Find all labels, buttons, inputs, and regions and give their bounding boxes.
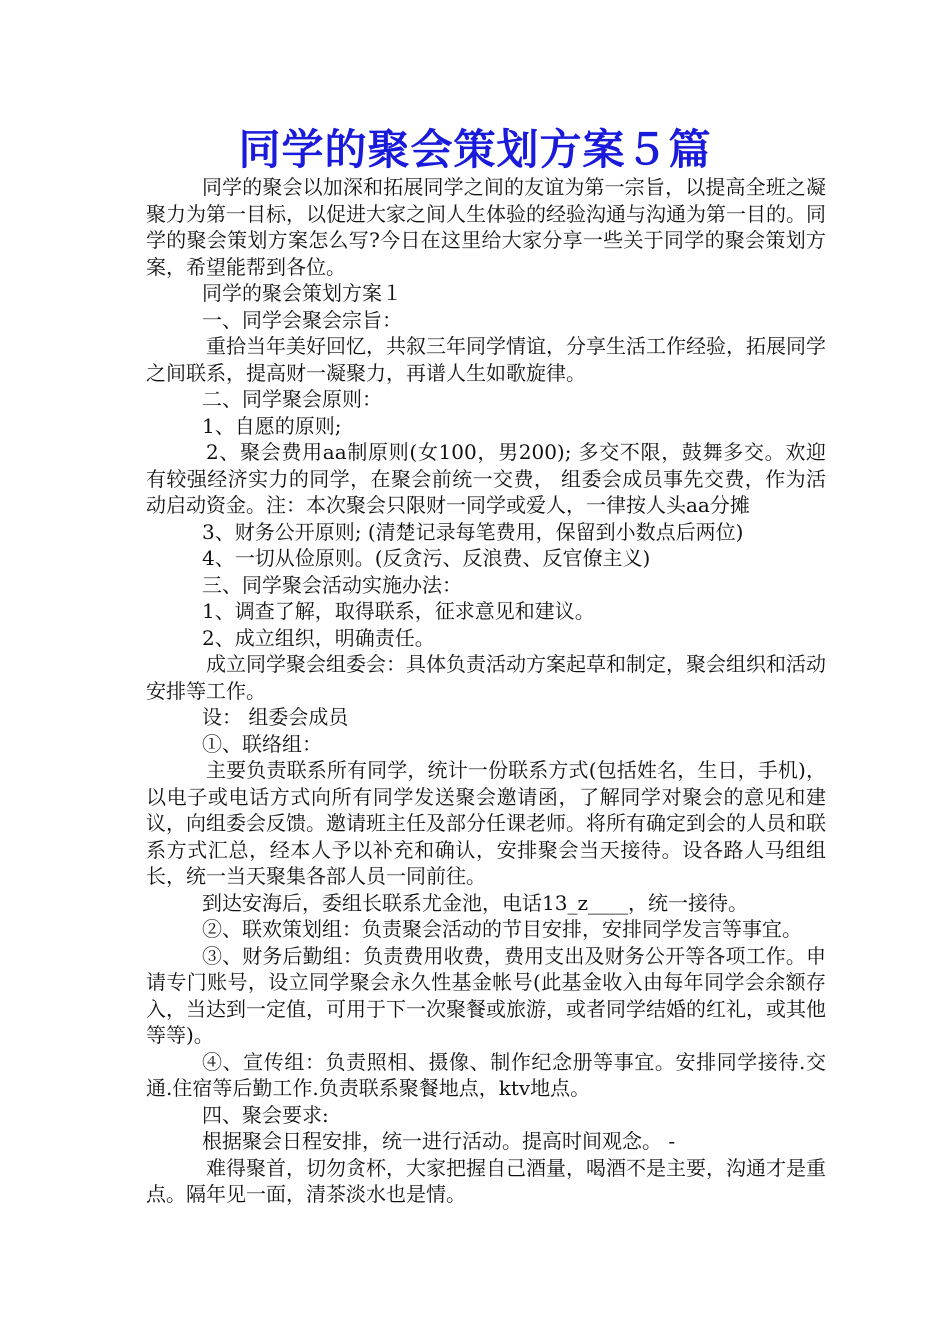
paragraph: 同学的聚会以加深和拓展同学之间的友谊为第一宗旨，以提高全班之凝聚力为第一目标，以促进大家之间人生体验的经验沟通与沟通为第一目的。同学的聚会策划方案怎么写?今日在这里给大家分享一些关于同学的聚会策划方案，希望能帮到各位。 bbox=[146, 175, 826, 279]
paragraph: 成立同学聚会组委会：具体负责活动方案起草和制定，聚会组织和活动安排等工作。 bbox=[146, 652, 826, 703]
list-item: 1、自愿的原则; bbox=[202, 413, 342, 438]
list-item: 1、调查了解，取得联系，征求意见和建议。 bbox=[202, 599, 595, 623]
paragraph: ②、联欢策划组：负责聚会活动的节目安排，安排同学发言等事宜。 bbox=[202, 917, 802, 941]
paragraph: 根据聚会日程安排，统一进行活动。提高时间观念。 - bbox=[202, 1129, 676, 1153]
paragraph: ③、财务后勤组：负责费用收费，费用支出及财务公开等各项工作。申请专门账号，设立同学聚会永久性基金帐号(此基金收入由每年同学会余额存入，当达到一定值，可用于下一次聚餐或旅游，或者同学结婚的红礼，或其他等等)。 bbox=[146, 943, 826, 1047]
paragraph: ④、宣传组：负责照相、摄像、制作纪念册等事宜。安排同学接待.交通.住宿等后勤工作.负责联系聚餐地点，ktv地点。 bbox=[146, 1049, 826, 1100]
list-item: 3、财务公开原则; (清楚记录每笔费用，保留到小数点后两位) bbox=[202, 519, 744, 544]
subsection-heading: ①、联络组： bbox=[202, 731, 322, 756]
section-heading: 四、聚会要求: bbox=[202, 1102, 329, 1127]
list-item: 4、一切从俭原则。(反贪污、反浪费、反官僚主义) bbox=[202, 546, 651, 570]
document-body bbox=[146, 174, 826, 1208]
section-heading: 二、同学聚会原则： bbox=[202, 387, 382, 411]
paragraph: 主要负责联系所有同学，统计一份联系方式(包括姓名，生日，手机)，以电子或电话方式向所有同学发送聚会邀请函，了解同学对聚会的意见和建议，向组委会反馈。邀请班主任及部分任课老师。将所有确定到会的人员和联系方式汇总，经本人予以补充和确认，安排聚会当天接待。设各路人马组组长，统一当天聚集各部人员一同前往。 bbox=[146, 758, 826, 888]
paragraph: 重拾当年美好回忆，共叙三年同学情谊，分享生活工作经验，拓展同学之间联系，提高财一凝聚力，再谱人生如歌旋律。 bbox=[146, 334, 826, 385]
list-item: 2、成立组织，明确责任。 bbox=[202, 625, 435, 650]
list-item: 2、聚会费用aa制原则(女100，男200); 多交不限，鼓舞多交。欢迎有较强经济实力的同学，在聚会前统一交费， 组委会成员事先交费，作为活动启动资金。注：本次聚会只限财一同学或爱人，一律按人头aa分摊 bbox=[146, 440, 826, 517]
paragraph: 设： 组委会成员 bbox=[202, 705, 349, 729]
section-heading: 一、同学会聚会宗旨： bbox=[202, 307, 402, 332]
section-heading: 同学的聚会策划方案１ bbox=[202, 281, 402, 305]
section-heading: 三、同学聚会活动实施办法： bbox=[202, 572, 462, 597]
paragraph: 到达安海后，委组长联系尤金池，电话13_z____，统一接待。 bbox=[202, 890, 748, 915]
paragraph: 难得聚首，切勿贪杯，大家把握自己酒量，喝酒不是主要，沟通才是重点。隔年见一面，清茶淡水也是情。 bbox=[146, 1155, 826, 1206]
document-title: 同学的聚会策划方案５篇 bbox=[238, 125, 712, 174]
